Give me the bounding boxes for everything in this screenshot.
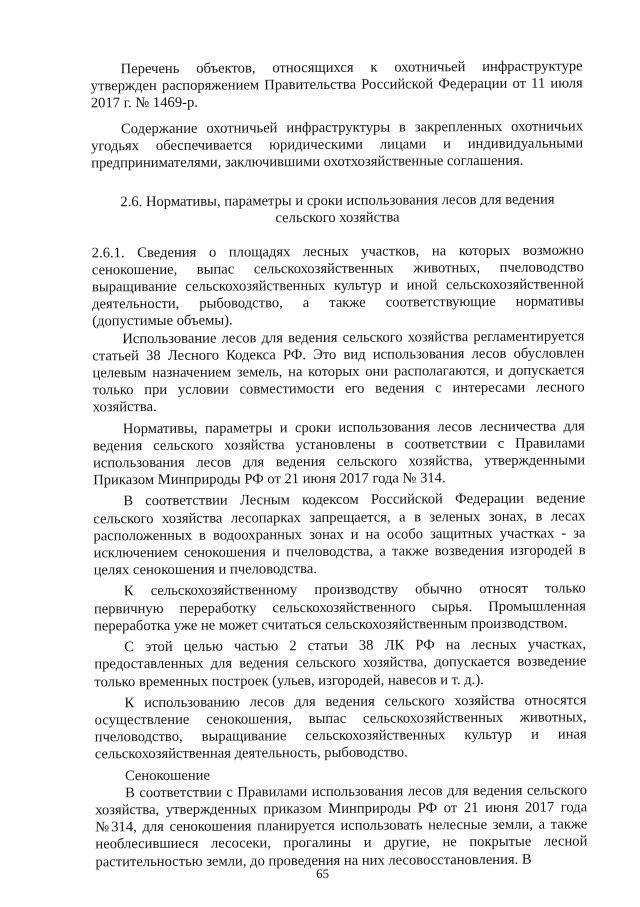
paragraph-norms-parameters: Нормативы, параметры и сроки использования лесов лесничества для ведения сельского хозяйства установлены в соответствии с Правилами использования лесов для ведения сельского хозяйства, утвержденными Приказом Минприроды РФ от 21 июня 2017 года № 314. [92,418,586,489]
subsection-2-6-1: 2.6.1. Сведения о площадях лесных участков, на которых возможно сенокошение, выпас сельскохозяйственных животных, пчеловодство выращивание сельскохозяйственных культур и иной сельскохозяйственной деятельности, рыбоводство, а также соответствующие нормативы (допустимые объемы). [91,242,585,330]
paragraph-hunting-infrastructure-list: Перечень объектов, относящихся к охотничьей инфраструктуре утвержден распоряжением Правительства Российской Федерации от 11 июля 2017 г. № 1469-р. [90,58,583,112]
paragraph-forest-code-restrictions: В соответствии Лесным кодексом Российской Федерации ведение сельского хозяйства лесопарках запрещается, а в зеленых зонах, в лесах расположенных в водоохранных зонах и на особо защитных участках - за исключением сенокошения и пчеловодства, а также возведения изгородей в целях сенокошения и пчеловодства. [93,490,586,579]
paragraph-forest-use-regulation: Использование лесов для ведения сельского хозяйства регламентируется статьей 38 Лесного Кодекса РФ. Это вид использования лесов обусловлен целевым назначением земель, на которых они располагаются, и допускается только при условии совместимости его ведения с интересами лесного хозяйства. [92,328,585,416]
paragraph-agricultural-production: К сельскохозяйственному производству обычно относят только первичную переработку сельскохозяйственного сырья. Промышленная переработка уже не может считаться сельскохозяйственным производством. [93,580,586,635]
subheading-haymaking: Сенокошение [124,767,210,784]
paragraph-hunting-infrastructure-maintenance: Содержание охотничьей инфраструктуры в закрепленных охотничьих угодьях обеспечивается юридическими лицами и индивидуальными предпринимателями, заключившими охотхозяйственные соглашения. [91,117,584,172]
paragraph-temporary-buildings: С этой целью частью 2 статьи 38 ЛК РФ на лесных участках, предоставленных для ведения сельского хозяйства, допускается возведение только временных построек (ульев, изгородей, навесов и т. д.). [94,636,587,690]
page-number: 65 [316,865,330,882]
paragraph-agricultural-uses: К использованию лесов для ведения сельского хозяйства относятся осуществление сенокошения, выпас сельскохозяйственных животных, пчеловодство, выращивание сельскохозяйственных культур и иная сельскохозяйственная деятельность, рыбоводство. [94,692,587,763]
paragraph-haymaking-rules: В соответствии с Правилами использования лесов для ведения сельского хозяйства, утвержденных приказом Минприроды РФ от 21 июня 2017 года №314, для сенокошения планируется использовать нелесные земли, а также необлесившиеся лесосеки, прогалины и другие, не покрытые лесной растительностью земли, до проведения на них лесовосстановления. В [95,782,588,870]
page-content [91,58,588,871]
section-heading: 2.6. Нормативы, параметры и сроки использования лесов для ведения сельского хозяйства [120,191,555,227]
